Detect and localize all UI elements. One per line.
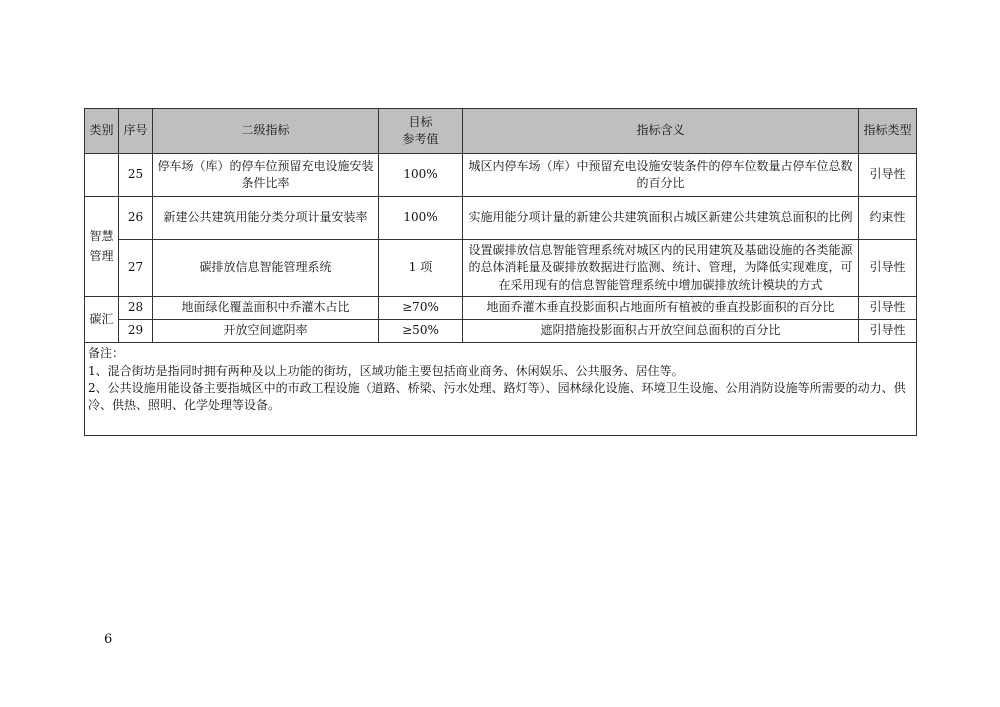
header-seq: 序号: [119, 109, 153, 154]
table-row: [85, 240, 917, 297]
indicator-cell: 碳排放信息智能管理系统: [153, 240, 379, 297]
type-cell: 引导性: [859, 240, 917, 297]
table-row: [85, 297, 917, 320]
table-header-row: [85, 109, 917, 154]
type-cell: 引导性: [859, 154, 917, 197]
type-cell: 引导性: [859, 320, 917, 343]
seq-cell: 29: [119, 320, 153, 343]
target-cell: ≥50%: [379, 320, 463, 343]
type-cell: 约束性: [859, 197, 917, 240]
header-secondary-indicator: 二级指标: [153, 109, 379, 154]
target-cell: 1 项: [379, 240, 463, 297]
indicator-cell: 开放空间遮阴率: [153, 320, 379, 343]
seq-cell: 25: [119, 154, 153, 197]
target-cell: 100%: [379, 154, 463, 197]
indicator-table: [84, 108, 917, 436]
page-number: 6: [104, 632, 113, 647]
category-carbon-sink: 碳汇: [85, 297, 119, 343]
header-type: 指标类型: [859, 109, 917, 154]
table-row: [85, 197, 917, 240]
target-cell: 100%: [379, 197, 463, 240]
notes-title: 备注：: [88, 346, 125, 361]
meaning-cell: 实施用能分项计量的新建公共建筑面积占城区新建公共建筑总面积的比例: [463, 197, 859, 240]
header-target-line2: 参考值: [402, 132, 439, 146]
note-item: 2、公共设施用能设备主要指城区中的市政工程设施（道路、桥梁、污水处理、路灯等）、园林绿化设施、环境卫生设施、公用消防设施等所需要的动力、供冷、供热、照明、化学处理等设备。: [88, 380, 906, 413]
table-row: [85, 320, 917, 343]
notes-cell: [85, 343, 917, 436]
note-item: 1、混合街坊是指同时拥有两种及以上功能的街坊，区域功能主要包括商业商务、休闲娱乐、公共服务、居住等。: [88, 363, 684, 378]
meaning-cell: 遮阴措施投影面积占开放空间总面积的百分比: [463, 320, 859, 343]
target-cell: ≥70%: [379, 297, 463, 320]
notes-row: [85, 343, 917, 436]
indicator-cell: 地面绿化覆盖面积中乔灌木占比: [153, 297, 379, 320]
seq-cell: 28: [119, 297, 153, 320]
meaning-cell: 地面乔灌木垂直投影面积占地面所有植被的垂直投影面积的百分比: [463, 297, 859, 320]
table-row: [85, 154, 917, 197]
indicator-cell: 停车场（库）的停车位预留充电设施安装条件比率: [153, 154, 379, 197]
seq-cell: 26: [119, 197, 153, 240]
meaning-cell: 设置碳排放信息智能管理系统对城区内的民用建筑及基础设施的各类能源的总体消耗量及碳排放数据进行监测、统计、管理，为降低实现难度，可在采用现有的信息智能管理系统中增加碳排放统计模块的方式: [463, 240, 859, 297]
header-category: 类别: [85, 109, 119, 154]
header-target-line1: 目标: [408, 114, 433, 129]
indicator-cell: 新建公共建筑用能分类分项计量安装率: [153, 197, 379, 240]
header-meaning: 指标含义: [463, 109, 859, 154]
category-cell-empty: [85, 154, 119, 197]
meaning-cell: 城区内停车场（库）中预留充电设施安装条件的停车位数量占停车位总数的百分比: [463, 154, 859, 197]
seq-cell: 27: [119, 240, 153, 297]
header-target-value: [379, 109, 463, 154]
category-smart-management: 智慧管理: [85, 197, 119, 297]
type-cell: 引导性: [859, 297, 917, 320]
